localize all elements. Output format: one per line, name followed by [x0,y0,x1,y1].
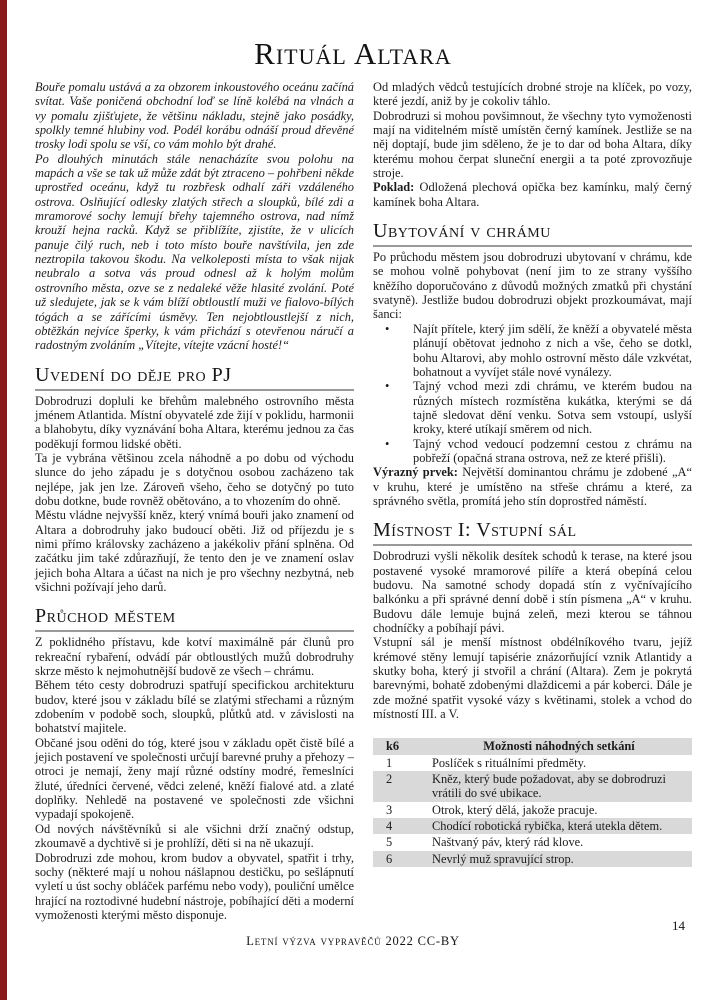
paragraph: Vstupní sál je menší místnost obdélníkového tvaru, jejíž krémové stěny lemují tapisérie znázorňující vznik Atlantidy a skutky boha, který ji stvořil a chrání (Altara). Zem je pokrytá barevnými, bohatě zdobenými dlaždicemi a pár koberci. Dále je zde možné spatřit vysoké vázy s květinami, stolek a vchod do místností III. a V. [373,635,692,722]
cell-encounter: Chodící robotická rybička, která utekla dětem. [432,819,663,834]
section-heading: Místnost I: Vstupní sál [373,519,692,546]
left-column [35,80,354,922]
table-row [373,818,692,834]
table-row [373,851,692,867]
paragraph: Občané jsou oděni do tóg, které jsou v základu opět čistě bílé a jejich postavení ve společnosti určují barevné pruhy a přehozy – otroci je nemají, ženy mají různé odstíny modré, řemeslníci žluté, úředníci červené, vědci zelené, kněží fialové atd. a zlaté doplňky. Nehledě na postavené ve společnosti zde všichni vypadají spokojeně. [35,735,354,822]
footer-credit: Letní výzva vypravěčů 2022 CC-BY [246,934,460,948]
page-edge-accent-bar [0,0,7,1000]
page-title: Rituál Altara [254,36,452,71]
bullet-list [373,322,692,465]
cell-encounter: Poslíček s rituálními předměty. [432,755,587,770]
paragraph: Dobrodruzi vyšli několik desítek schodů k terase, na které jsou postavené vysoké mramorové pilíře a která obepíná celou budovu. Na samotné schody dopadá stín z vyčnívajícího balkónku a při správné denní době i stín písmena „A“ v kruhu. Budovu dále lemuje bujná zeleň, mezi kterou se táhnou chodníčky a pobíhají pávi. [373,549,692,635]
bullet-item: • Najít přítele, který jim sdělí, že kněží a obyvatelé města plánují obětovat jednoho z nich a vše, čeho se dotkl, bohu Altarovi, aby mohlo ostrovní město dále vzkvétat, bohatnout a vyvíjet stále nové vynálezy. [373,322,692,379]
bullet-item: • Tajný vchod mezi zdi chrámu, ve kterém budou na různých místech rozmístěna kukátka, kterými se dá tajně sledovat dění venku. Sotva sem vstoupí, uslyší kroky, které utíkají směrem od nich. [373,379,692,436]
paragraph-lead-label: Poklad: [373,180,420,195]
cell-die-result: 4 [386,819,393,834]
table-row [373,834,692,850]
column-header-description: Možnosti náhodných setkání [483,739,635,754]
paragraph: Od mladých vědců testujících drobné stroje na klíček, po vozy, které jezdí, aniž by je cokoliv táhlo. [373,80,692,109]
cell-encounter: Nevrlý muž spravující strop. [432,851,574,866]
paragraph: Bouře pomalu ustává a za obzorem inkoustového oceánu začíná svítat. Vaše poničená obchodní loď se líně kolébá na vlnách a vy pomalu zjišťujete, že většinu nákladu, stejně jako posádky, spolkly temné hlubiny vod. Podél korábu odnáší proud dřevěné trosky lodi spolu se vší, co vám mohlo být drahé. [35,80,354,152]
cell-die-result: 5 [386,835,393,850]
paragraph-lead-label: Výrazný prvek: [373,465,463,480]
cell-encounter: Naštvaný páv, který rád klove. [432,835,584,850]
paragraph: Dobrodruzi zde mohou, krom budov a obyvatel, spatřit i trhy, sochy (některé mají u nohou nášlapnou destičku, po sešlápnutí vyletí u úst sochy obláček parfému nebo vody), pouliční umělce hrající na roztodivné hudební nástroje, pobíhající děti a moderní vymoženosti kterými město disponuje. [35,850,354,922]
two-column-layout [0,80,706,922]
paragraph: Po dlouhých minutách stále nenacházíte svou polohu na mapách a vše se tak už může zdát být ztraceno – pohřbeni někde uprostřed oceánu, když tu rozbřesk odhalí záři vzdáleného ostrova. Oslňující odlesky zlatých střech a sloupků, bílé zdi a mramorové sochy lemují břehy tajemného ostrova, nad nímž krouží hejna racků. Když se přiblížíte, zjistíte, že v ulicích panuje čilý ruch, neb i toto místo bouře navštívila, jen zde neztropila takovou škodu. Na velkoleposti místa to však nijak neubralo a sotva vás proud odnesl až k holým molům ostrovního města, ozve se z nedaleké věže hlasité zvolání. Poté už sledujete, jak se k vám blíží obtloustlí muži ve fialovo-bílých tógách a se zářícími úsměvy. Ten nejobtloustlejší z nich, obtěžkán nejvíce šperky, k vám přichází s otevřenou náručí a radostným zvoláním „Vítejte, vítejte vzácní hosté!“ [35,151,354,353]
paragraph: Po průchodu městem jsou dobrodruzi ubytovaní v chrámu, kde se mohou volně pohybovat (není jim to ze strany vyššího kněžího doporučováno z důvodů možných zmatků při chystání svatyně). Jestliže budou dobrodruzi objekt prozkoumávat, mají šanci: [373,250,692,322]
section-heading: Průchod městem [35,605,354,632]
paragraph: Městu vládne nejvyšší kněz, který vnímá bouři jako znamení od Altara a dobrodruhy jako budoucí oběti. Již od příjezdu je s nimi přímo královsky zacházeno a jakékoliv přání splněna. Od začátku jim také zdůrazňují, že tento den je ve znamení oslav jejich boha Altara a účast na nich je pro všechny nezbytná, neb všichni požívají jeho darů. [35,508,354,594]
page-number: 14 [672,918,685,933]
paragraph: Ta je vybrána většinou zcela náhodně a po dobu od východu slunce do jeho západu je s dotyčnou osobou zacházeno tak nejlépe, jak jen lze. Zároveň všeho, čeho se dotyčný po tuto dobu dotkne, bude rovněž obětováno, a to vhozením do ohně. [35,450,354,508]
table-row [373,802,692,818]
right-column [373,80,692,922]
table-row [373,771,692,802]
cell-die-result: 2 [386,772,393,787]
table-row [373,755,692,771]
paragraph: Během této cesty dobrodruzi spatřují specifickou architekturu budov, které jsou v základu bílé se zlatými střechami a různým zdobením v podobě soch, sloupků, plůtků atd. v závislosti na bohatství majitele. [35,678,354,736]
column-header-die: k6 [386,739,400,754]
section-heading: Ubytování v chrámu [373,220,692,247]
random-encounter-table [373,738,692,867]
paragraph: Poklad: Odložená plechová opička bez kamínku, malý černý kamínek boha Altara. [373,180,692,209]
paragraph: Dobrodruzi si mohou povšimnout, že všechny tyto vymoženosti mají na viditelném místě umístěn černý kamínek. Jestliže se na něj doptají, bude jim sděleno, že je to dar od boha Altara, díky kterému mohou čerpat sluneční energii a ta poté zprovozňuje stroje. [373,108,692,181]
cell-encounter: Otrok, který dělá, jakože pracuje. [432,802,598,817]
paragraph: Dobrodruzi dopluli ke břehům malebného ostrovního města jménem Atlantida. Místní obyvatelé zde žijí v poklidu, harmonii a blahobytu, díky vyznávání boha Altara, kterému jednou za čas poděkují formou lidské oběti. [35,393,354,451]
bullet-item: • Tajný vchod vedoucí podzemní cestou z chrámu na pobřeží (opačná strana ostrova, než ze které přišli). [373,437,692,466]
paragraph: Od nových návštěvníků si ale všichni drží značný odstup, zkoumavě a dychtivě si je prohlíží, děti si na ně ukazují. [35,821,354,851]
cell-die-result: 6 [386,851,393,866]
cell-encounter: Kněz, který bude požadovat, aby se dobrodruzi vrátili do své ubikace. [432,772,666,801]
paragraph: Výrazný prvek: Největší dominantou chrámu je zdobené „A“ v kruhu, které je umístěno na střeše chrámu a které, za správného světla, promítá jeho stín doprostřed náměstí. [373,465,692,508]
paragraph: Z poklidného přístavu, kde kotví maximálně pár člunů pro rekreační rybaření, odvádí pár obtloustlých mužů dobrodruhy skrze město k nejmohutnější budově ze všech – chrámu. [35,635,354,679]
section-heading: Uvedení do děje pro PJ [35,364,354,391]
cell-die-result: 1 [386,755,393,770]
cell-die-result: 3 [386,802,393,817]
table-header-row [373,738,692,754]
